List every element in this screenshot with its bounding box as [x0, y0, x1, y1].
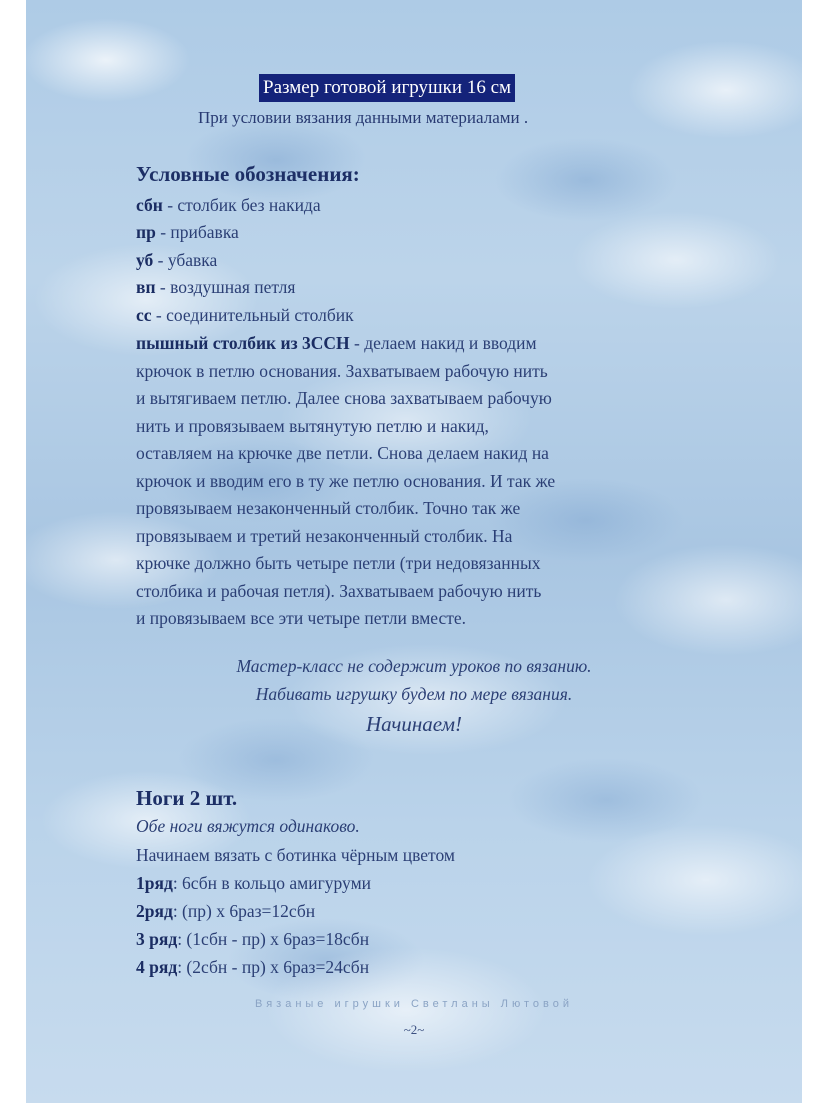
- legend-abbr: сбн: [136, 195, 163, 215]
- description-line: крючке должно быть четыре петли (три недовязанных: [136, 553, 541, 573]
- legend-desc: - убавка: [153, 250, 218, 270]
- legend-item: [136, 302, 354, 330]
- page: [26, 0, 802, 1103]
- legend-abbr: пр: [136, 222, 156, 242]
- legend-item: [136, 274, 295, 302]
- notice-line-2: Набивать игрушку будем по мере вязания.: [255, 684, 573, 704]
- description-line: нить и провязываем вытянутую петлю и накид,: [136, 415, 489, 436]
- legend-desc: - столбик без накида: [162, 195, 321, 215]
- row-instruction: [136, 926, 369, 954]
- row-text: : 6сбн в кольцо амигуруми: [172, 873, 372, 893]
- description-line: - делаем накид и вводим: [349, 333, 537, 353]
- description-line: крючок в петлю основания. Захватываем рабочую нить: [136, 360, 548, 381]
- row-label: 4 ряд: [136, 957, 178, 977]
- special-term: пышный столбик из 3ССН: [136, 333, 350, 353]
- legend-item: [136, 219, 239, 247]
- description-line: провязываем и третий незаконченный столбик. На: [136, 525, 513, 546]
- footer-author: Вязаные игрушки Светланы Лютовой: [254, 998, 573, 1010]
- legend-item: [136, 247, 217, 275]
- description-line: крючок и вводим его в ту же петлю основания. И так же: [136, 470, 556, 491]
- row-instruction: [136, 898, 315, 926]
- description-line: и провязываем все эти четыре петли вместе.: [136, 608, 467, 628]
- legs-intro: Начинаем вязать с ботинка чёрным цветом: [136, 845, 455, 865]
- row-instruction: [136, 954, 369, 982]
- legend-desc: - соединительный столбик: [151, 305, 354, 325]
- page-number: ~2~: [403, 1022, 425, 1037]
- special-stitch-description: [136, 330, 746, 633]
- legend-abbr: вп: [136, 277, 156, 297]
- row-text: : (1сбн - пр) х 6раз=18сбн: [177, 929, 370, 949]
- legend-heading: Условные обозначения:: [136, 162, 360, 186]
- row-instruction: [136, 870, 371, 898]
- legs-heading: Ноги 2 шт.: [136, 786, 238, 810]
- description-line: провязываем незаконченный столбик. Точно так же: [136, 498, 521, 518]
- description-line: и вытягиваем петлю. Далее снова захватываем рабочую: [136, 388, 552, 408]
- legend-desc: - воздушная петля: [155, 277, 296, 297]
- notice-line-1: Мастер-класс не содержит уроков по вязанию.: [236, 656, 592, 676]
- row-label: 1ряд: [136, 873, 173, 893]
- legs-note: Обе ноги вяжутся одинаково.: [136, 816, 360, 836]
- row-text: : (2сбн - пр) х 6раз=24сбн: [177, 957, 370, 977]
- row-label: 3 ряд: [136, 929, 178, 949]
- page-title: Размер готовой игрушки 16 см: [259, 74, 515, 102]
- description-line: столбика и рабочая петля). Захватываем рабочую нить: [136, 580, 542, 601]
- legend-abbr: уб: [136, 250, 154, 270]
- notice-start: Начинаем!: [365, 712, 463, 736]
- legend-desc: - прибавка: [155, 222, 239, 242]
- legend-item: [136, 192, 321, 220]
- row-text: : (пр) х 6раз=12сбн: [172, 901, 316, 921]
- legend-abbr: сс: [136, 305, 152, 325]
- subtitle: При условии вязания данными материалами .: [198, 108, 529, 127]
- row-label: 2ряд: [136, 901, 173, 921]
- description-line: оставляем на крючке две петли. Снова делаем накид на: [136, 443, 549, 463]
